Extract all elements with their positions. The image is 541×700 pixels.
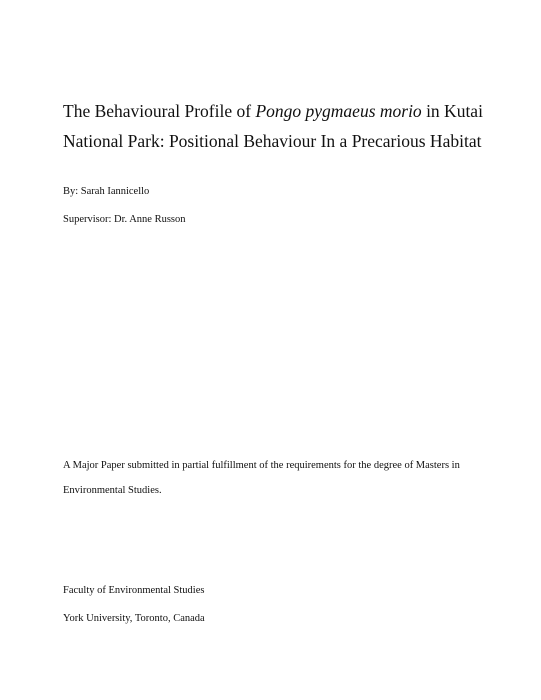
title-suffix: in Kutai — [421, 101, 483, 121]
submission-line-1: A Major Paper submitted in partial fulfillment of the requirements for the degree of Masters in — [63, 460, 460, 471]
paper-title-line-2: National Park: Positional Behaviour In a Precarious Habitat — [63, 131, 482, 151]
submission-statement — [63, 453, 523, 503]
title-prefix: The Behavioural Profile of — [63, 101, 256, 121]
paper-title — [63, 96, 523, 156]
species-name: Pongo pygmaeus morio — [255, 101, 422, 121]
institution-line: York University, Toronto, Canada — [63, 613, 205, 624]
faculty-line: Faculty of Environmental Studies — [63, 585, 205, 596]
submission-line-2: Environmental Studies. — [63, 485, 162, 496]
supervisor-line: Supervisor: Dr. Anne Russon — [63, 214, 186, 225]
paper-title-line-1 — [63, 96, 523, 126]
author-line: By: Sarah Iannicello — [63, 186, 150, 197]
